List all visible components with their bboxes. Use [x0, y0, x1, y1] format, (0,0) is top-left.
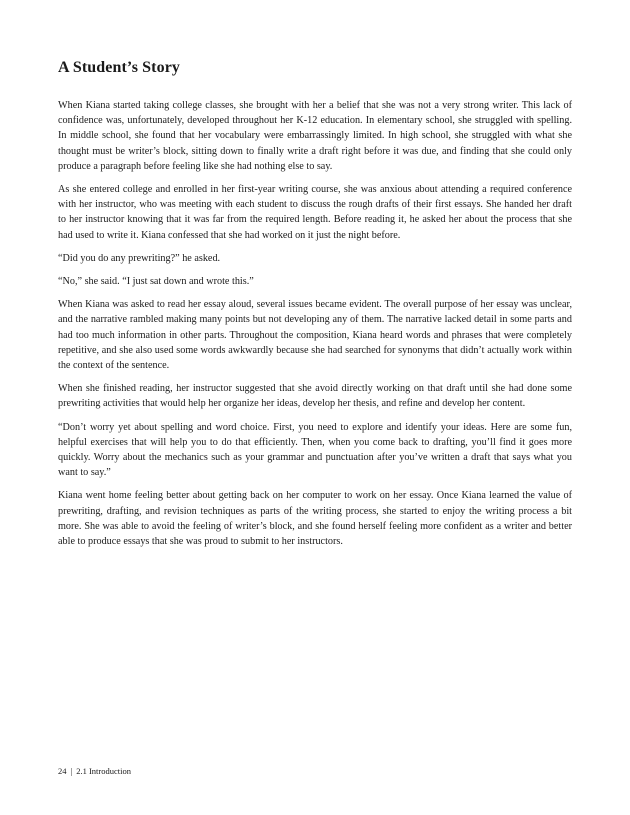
paragraph-8: Kiana went home feeling better about getting back on her computer to work on her essay. Once Kiana learned the value of prewriting, drafting, and revision techniques as parts of the writing process, she started to enjoy the writing process a bit more. She was able to avoid the feeling of writer’s block, and she found herself feeling more confident as a writer and better able to produce essays that she was proud to submit to her instructors. — [58, 490, 572, 548]
paragraph-6: When she finished reading, her instructor suggested that she avoid directly working on that draft until she had done some prewriting activities that would help her organize her ideas, develop her thesis, and refine and develop her content. — [58, 383, 572, 410]
paragraph-1: When Kiana started taking college classes, she brought with her a belief that she was not a very strong writer. This lack of confidence was, unfortunately, developed throughout her K-12 education. In elementary school, she struggled with spelling. In middle school, she found that her vocabulary were embarrassingly limited. In high school, she struggled with what she thought must be writer’s block, sitting down to finally write a draft right before it was due, and finding that she could only produce a paragraph before feeling like she had nothing else to say. — [58, 100, 572, 172]
paragraph-3: “Did you do any prewriting?” he asked. — [58, 252, 221, 264]
paragraph-4: “No,” she said. “I just sat down and wrote this.” — [58, 276, 254, 288]
section-label: 2.1 Introduction — [76, 766, 131, 776]
paragraph-2: As she entered college and enrolled in her first-year writing course, she was anxious about attending a required conference with her instructor, who was meeting with each student to discuss the rough drafts of their first essays. She handed her draft to her instructor knowing that it was far from the required length. Before reading it, he asked her about the process that she had used to write it. Kiana confessed that she had worked on it just the night before. — [58, 184, 572, 241]
page-footer — [58, 766, 131, 776]
footer-separator: | — [70, 766, 73, 776]
page-number: 24 — [58, 766, 67, 776]
paragraph-7: “Don’t worry yet about spelling and word choice. First, you need to explore and identify your ideas. Here are some fun, helpful exercises that will help you to do that efficiently. Then, when you come back to drafting, you’ll find it goes more quickly. Worry about the mechanics such as your grammar and punctuation after you’ve written a draft that says what you want to say.” — [58, 421, 572, 479]
story-body — [58, 98, 572, 557]
page-title: A Student’s Story — [58, 59, 181, 76]
paragraph-5: When Kiana was asked to read her essay aloud, several issues became evident. The overall purpose of her essay was unclear, and the narrative rambled making many points but not developing any of them. The narrative lacked detail in some parts and had too much information in other parts. Throughout the composition, Kiana heard words and phrases that were completely repetitive, and she also used some words awkwardly because she had searched for synonyms that didn’t actually work within the context of the sentence. — [58, 299, 572, 372]
